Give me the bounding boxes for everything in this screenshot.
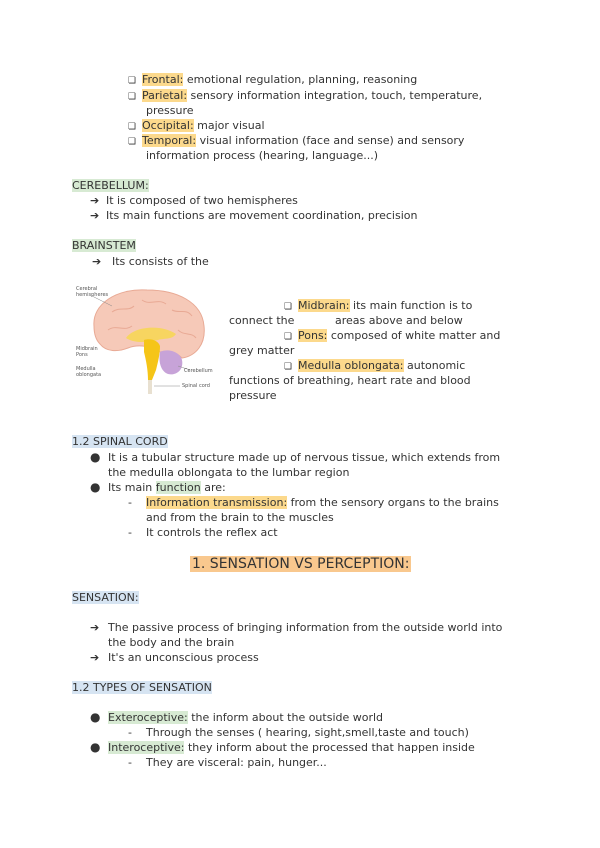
bullet-dot-icon: ● — [90, 450, 101, 464]
medulla-cont-1: functions of breathing, heart rate and blood — [229, 374, 471, 387]
lobe-frontal: ❏ Frontal: emotional regulation, planning, reasoning — [128, 72, 417, 89]
pons-item: ❏ Pons: composed of white matter and — [284, 328, 500, 345]
section-title: 1. SENSATION VS PERCEPTION: — [192, 556, 410, 572]
dash-bullet-icon: - — [128, 496, 132, 509]
spinal-cord-heading: 1.2 SPINAL CORD — [72, 435, 168, 448]
bullet-dot-icon: ● — [90, 710, 101, 724]
cerebellum-heading: CEREBELLUM: — [72, 179, 149, 192]
list-item: ➔ Its main functions are movement coordination, precision — [90, 209, 418, 222]
list-item: ● It is a tubular structure made up of nervous tissue, which extends from — [90, 450, 501, 464]
sub-list-item: - Through the senses ( hearing, sight,smell,taste and touch) — [128, 726, 469, 739]
list-item: ➔ It's an unconscious process — [90, 651, 259, 664]
pons-cont: grey matter — [229, 344, 295, 357]
bullet-dot-icon: ● — [90, 480, 101, 494]
lobe-temporal-cont: information process (hearing, language...) — [146, 149, 379, 162]
brainstem-heading: BRAINSTEM — [72, 239, 136, 252]
sub-list-item: - They are visceral: pain, hunger... — [128, 756, 327, 769]
list-item: ● Exteroceptive: the inform about the outside world — [90, 710, 384, 724]
lobe-temporal: ❏ Temporal: visual information (face and sense) and sensory — [128, 133, 464, 150]
list-item: ● Interoceptive: they inform about the processed that happen inside — [90, 740, 475, 754]
medulla-item: ❏ Medulla oblongata: autonomic — [284, 358, 465, 375]
sub-list-item-cont: and from the brain to the muscles — [146, 511, 334, 524]
checkbox-bullet-icon: ❏ — [284, 332, 293, 342]
checkbox-bullet-icon: ❏ — [128, 122, 137, 132]
arrow-right-icon: ➔ — [92, 255, 102, 268]
dash-bullet-icon: - — [128, 756, 132, 769]
dash-bullet-icon: - — [128, 726, 132, 739]
checkbox-bullet-icon: ❏ — [128, 137, 137, 147]
arrow-right-icon: ➔ — [90, 194, 100, 207]
list-item-cont: the body and the brain — [108, 636, 235, 649]
dash-bullet-icon: - — [128, 526, 132, 539]
checkbox-bullet-icon: ❏ — [128, 76, 137, 86]
list-item: ● Its main function are: — [90, 480, 226, 494]
lobe-parietal-cont: pressure — [146, 104, 194, 117]
arrow-right-icon: ➔ — [90, 209, 100, 222]
brain-diagram: Cerebral hemispheres Midbrain Pons Medulla oblongata Cerebellum Spinal cord — [72, 282, 228, 394]
arrow-right-icon: ➔ — [90, 621, 100, 634]
bullet-dot-icon: ● — [90, 740, 101, 754]
arrow-right-icon: ➔ — [90, 651, 100, 664]
list-item-cont: the medulla oblongata to the lumbar region — [108, 466, 350, 479]
checkbox-bullet-icon: ❏ — [284, 362, 293, 372]
list-item: ➔ It is composed of two hemispheres — [90, 194, 298, 207]
lobe-parietal: ❏ Parietal: sensory information integration, touch, temperature, — [128, 88, 482, 105]
midbrain-cont-b: areas above and below — [335, 314, 463, 327]
list-item: ➔ Its consists of the — [92, 255, 209, 268]
midbrain-cont-a: connect the — [229, 314, 295, 327]
types-heading: 1.2 TYPES OF SENSATION — [72, 681, 212, 694]
list-item: ➔ The passive process of bringing information from the outside world into — [90, 621, 503, 634]
medulla-cont-2: pressure — [229, 389, 277, 402]
lobe-occipital: ❏ Occipital: major visual — [128, 118, 265, 135]
midbrain-item: ❏ Midbrain: its main function is to — [284, 298, 472, 315]
checkbox-bullet-icon: ❏ — [284, 302, 293, 312]
sub-list-item: - Information transmission: from the sensory organs to the brains — [128, 496, 499, 509]
sub-list-item: - It controls the reflex act — [128, 526, 278, 539]
sensation-heading: SENSATION: — [72, 591, 139, 604]
checkbox-bullet-icon: ❏ — [128, 92, 137, 102]
